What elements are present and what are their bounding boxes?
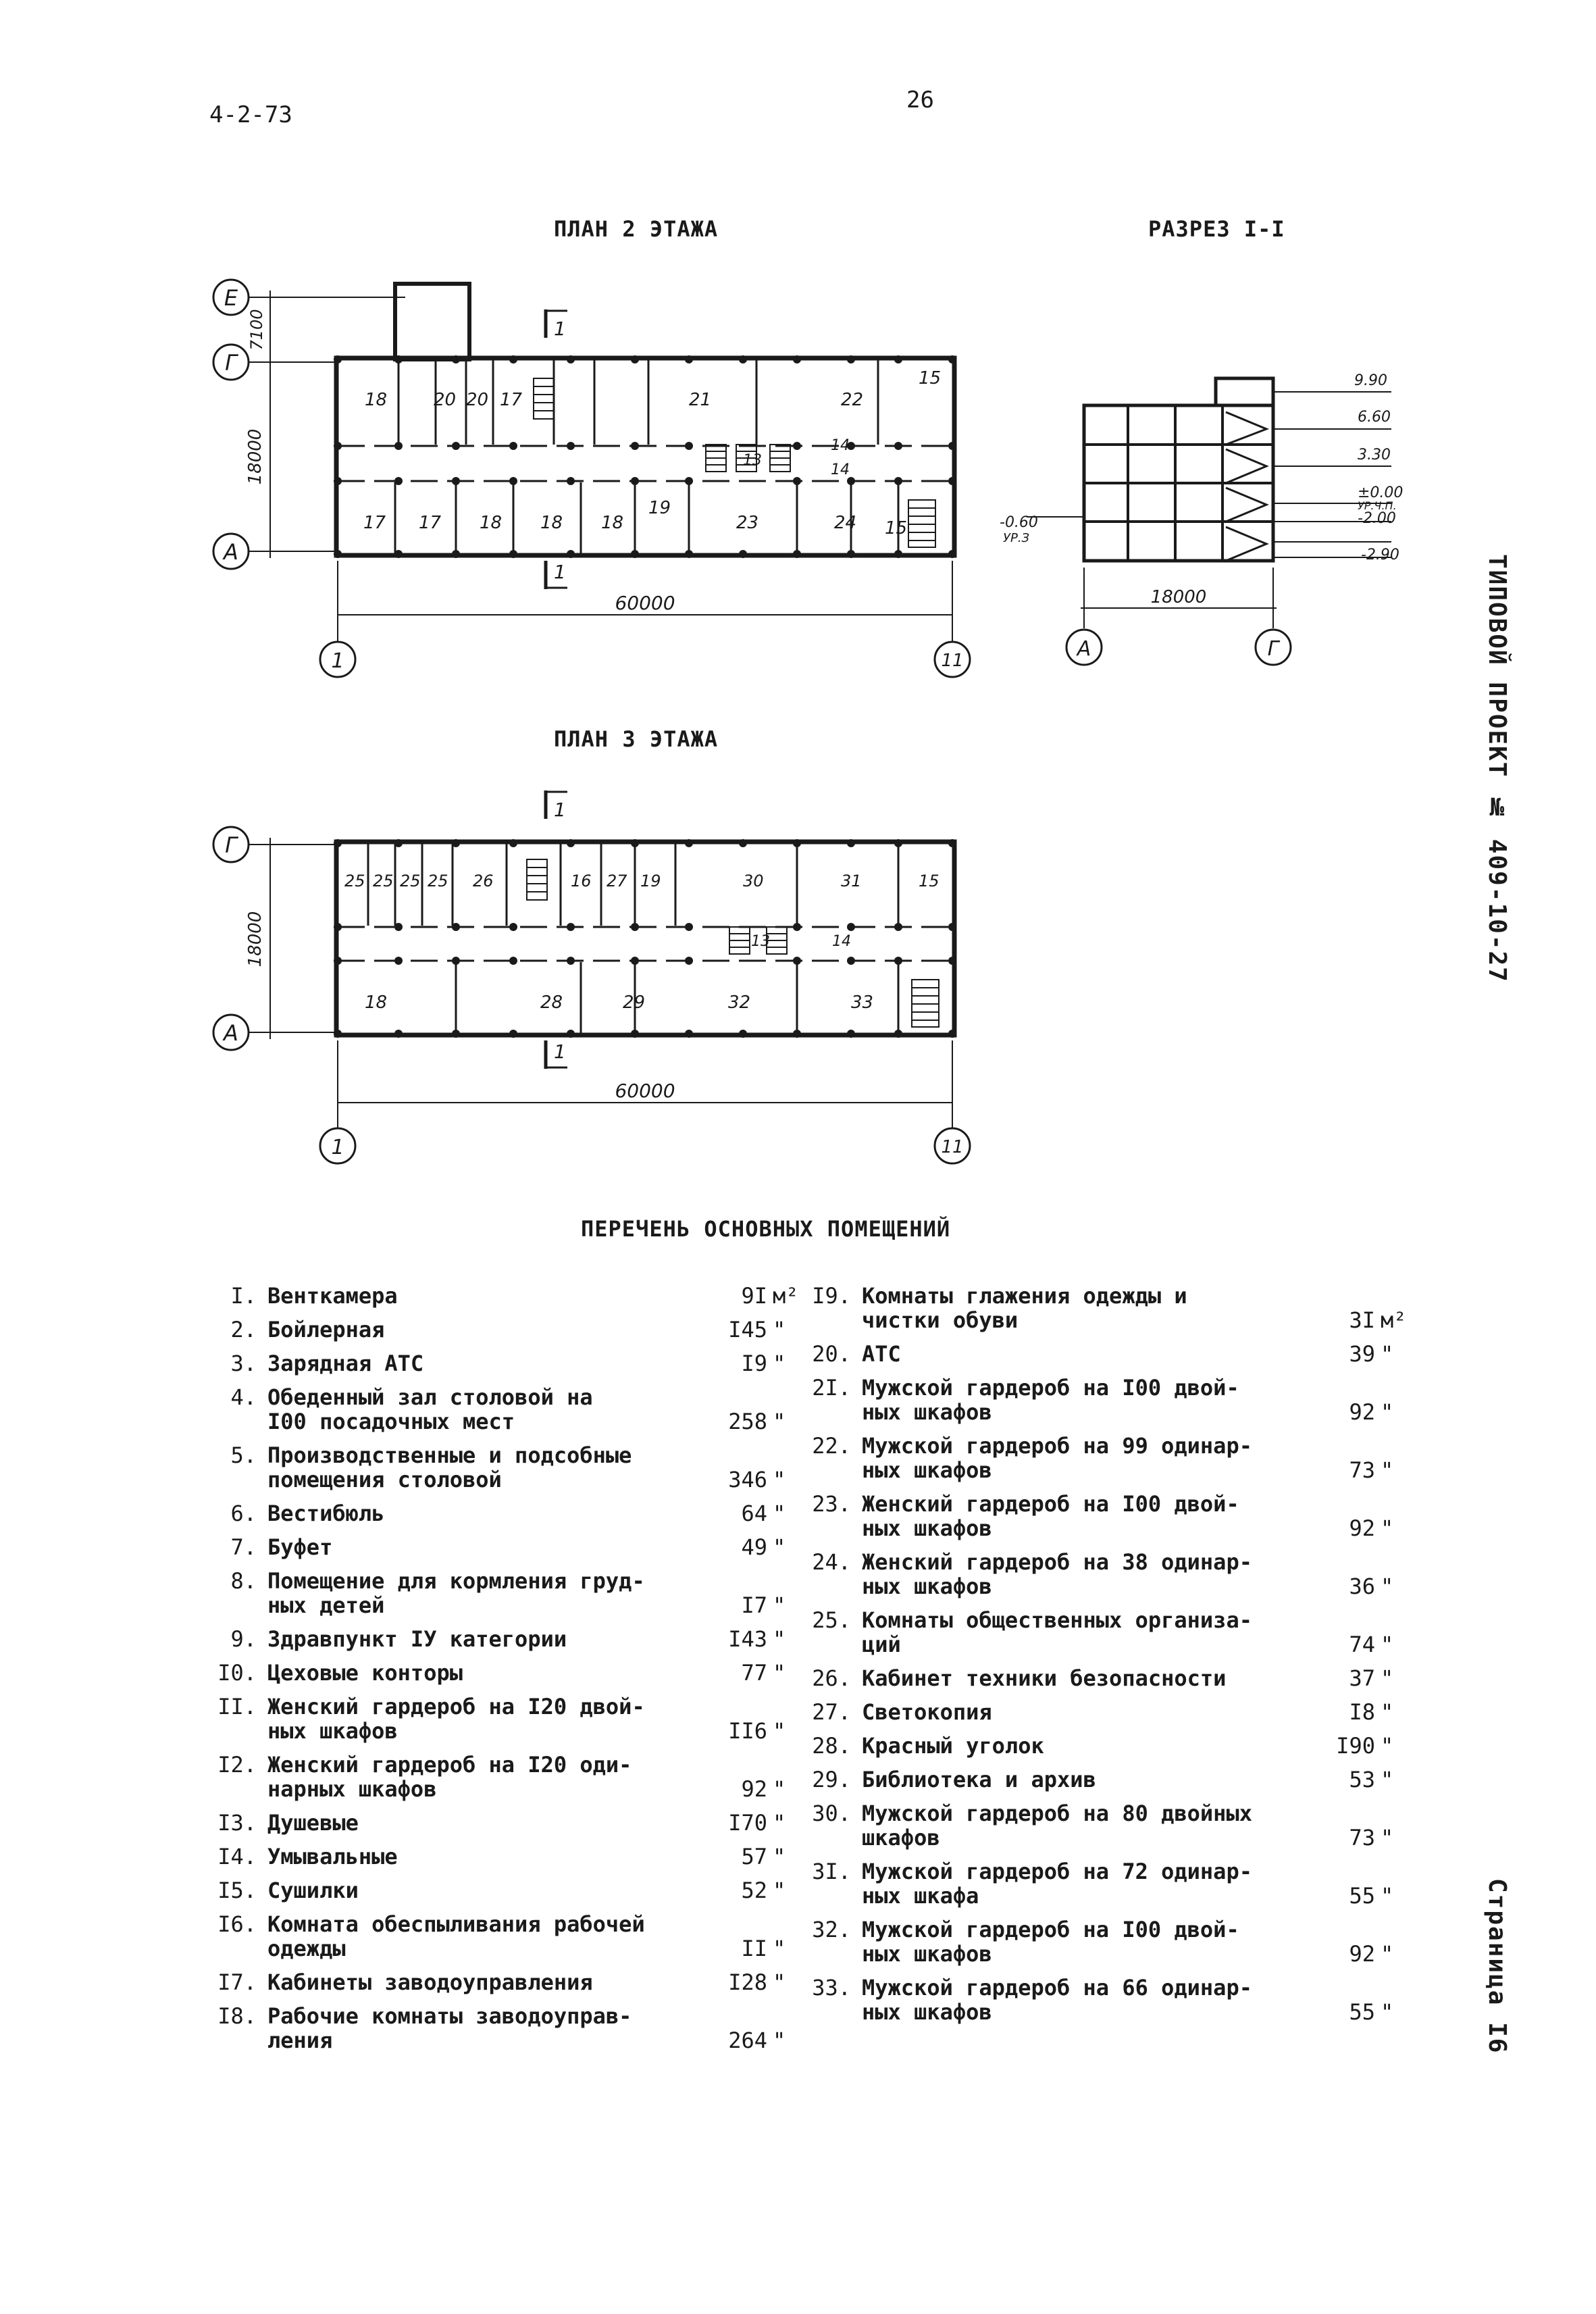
svg-text:1: 1: [554, 318, 566, 340]
room-area-value: 92: [1349, 1515, 1375, 1541]
room-area-value: 258: [728, 1409, 767, 1434]
svg-text:18: 18: [480, 513, 503, 533]
plan3-room-labels-top: [344, 872, 939, 890]
svg-text:Г: Г: [225, 832, 237, 858]
room-area-value: 37: [1349, 1665, 1375, 1691]
room-name: Кабинет техники безопасности: [862, 1665, 1227, 1691]
svg-text:22: 22: [841, 390, 864, 410]
rooms-list-title: ПЕРЕЧЕНЬ ОСНОВНЫХ ПОМЕЩЕНИЙ: [581, 1216, 951, 1242]
svg-text:Е: Е: [224, 285, 238, 311]
room-number: II.: [217, 1694, 257, 1719]
room-area: [716, 1811, 797, 1835]
room-list-item: [203, 1878, 797, 1903]
svg-text:13: 13: [743, 452, 762, 469]
room-area-value: 57: [741, 1844, 767, 1869]
svg-text:16: 16: [571, 872, 592, 890]
room-name: АТС: [862, 1341, 901, 1367]
room-area-unit: ": [1381, 1665, 1394, 1691]
room-area: [716, 1777, 797, 1801]
room-list-item: [203, 1694, 797, 1743]
room-list-item: [203, 1569, 797, 1617]
section-left-level: -0.60: [1000, 514, 1038, 531]
room-area: [1324, 1308, 1405, 1332]
svg-text:1: 1: [331, 1136, 344, 1159]
room-area: [716, 1878, 797, 1903]
room-number: 9.: [230, 1626, 257, 1652]
plan3-section-mark-bottom: [546, 1040, 567, 1069]
room-area-value: 346: [728, 1467, 767, 1492]
room-area: [716, 1719, 797, 1743]
room-area-value: I8: [1349, 1699, 1375, 1725]
svg-text:15: 15: [919, 368, 942, 388]
room-area: [1324, 1700, 1405, 1724]
svg-text:А: А: [1077, 637, 1091, 661]
room-area-unit: ": [1381, 1632, 1394, 1657]
plan3-dim-horizontal: 60000: [615, 1080, 675, 1102]
svg-text:1: 1: [554, 799, 566, 821]
room-area-unit: ": [1381, 1883, 1394, 1909]
section-drawing: [986, 365, 1418, 682]
room-area-value: 73: [1349, 1825, 1375, 1851]
room-area-value: 52: [741, 1878, 767, 1903]
room-list-item: [797, 1492, 1405, 1540]
room-area: [716, 2028, 797, 2053]
room-name: Женский гардероб на 38 одинар- ных шкафов: [862, 1549, 1252, 1599]
section-title: РАЗРЕЗ I-I: [1148, 216, 1285, 242]
room-area-unit: ": [773, 1409, 786, 1434]
room-list-item: [203, 1385, 797, 1434]
room-number: 23.: [812, 1491, 851, 1517]
room-name: Мужской гардероб на 66 одинар- ных шкафов: [862, 1975, 1252, 2025]
room-area-value: 9I: [741, 1283, 767, 1309]
svg-text:25: 25: [344, 872, 365, 890]
room-number: 7.: [230, 1534, 257, 1560]
axis-bubble-g: [213, 345, 249, 380]
room-area: [716, 1661, 797, 1685]
svg-text:25: 25: [373, 872, 394, 890]
sheet-page-vertical: Страница I6: [1483, 1878, 1511, 2055]
room-name: Душевые: [267, 1810, 359, 1836]
room-area-value: I90: [1336, 1733, 1375, 1759]
svg-text:27: 27: [607, 872, 627, 890]
room-area: [1324, 2000, 1405, 2024]
room-area-unit: ": [773, 1317, 786, 1342]
room-list-item: [203, 1317, 797, 1342]
document-code: 4-2-73: [209, 101, 292, 128]
room-area-value: I45: [728, 1317, 767, 1342]
room-name: Рабочие комнаты заводоуправ- ления: [267, 2003, 632, 2053]
axis-bubble-e: [213, 280, 249, 315]
plan3-room-labels-mid: [751, 933, 851, 950]
svg-text:26: 26: [473, 872, 494, 890]
svg-text:±0.00: ±0.00: [1358, 484, 1404, 501]
room-area-value: 74: [1349, 1632, 1375, 1657]
svg-text:-2.00: -2.00: [1358, 510, 1396, 527]
room-area-unit: ": [773, 1878, 786, 1903]
svg-text:18: 18: [365, 390, 388, 410]
room-list-item: [203, 1627, 797, 1651]
room-list-item: [203, 1351, 797, 1376]
svg-text:25: 25: [428, 872, 448, 890]
room-name: Мужской гардероб на I00 двой- ных шкафов: [862, 1375, 1239, 1425]
room-list-item: [797, 1700, 1405, 1724]
plan3-axis-bubble-g: [213, 827, 249, 862]
room-area-value: 73: [1349, 1457, 1375, 1483]
room-name: Производственные и подсобные помещения столовой: [267, 1442, 632, 1492]
room-area-value: 39: [1349, 1341, 1375, 1367]
svg-text:6.60: 6.60: [1358, 409, 1391, 426]
svg-text:15: 15: [919, 872, 939, 890]
room-area-unit: ": [773, 1718, 786, 1744]
room-area-value: 92: [741, 1776, 767, 1802]
room-list-item: [797, 1608, 1405, 1657]
svg-text:20: 20: [466, 390, 489, 410]
room-number: 28.: [812, 1733, 851, 1759]
room-number: 20.: [812, 1341, 851, 1367]
room-list-item: [797, 1767, 1405, 1792]
room-number: 32.: [812, 1917, 851, 1942]
svg-text:1: 1: [331, 649, 344, 673]
room-number: 3I.: [812, 1859, 851, 1884]
svg-text:24: 24: [834, 513, 857, 533]
room-area-unit: ": [1381, 1767, 1394, 1792]
room-name: Здравпункт IУ категории: [267, 1626, 567, 1652]
room-name: Умывальные: [267, 1844, 398, 1869]
room-area: [1324, 1734, 1405, 1758]
room-name: Комната обеспыливания рабочей одежды: [267, 1911, 645, 1961]
page-number: 26: [906, 86, 934, 114]
room-name: Светокопия: [862, 1699, 992, 1725]
svg-text:17: 17: [363, 513, 386, 533]
plan2-dim-vertical: 18000: [245, 428, 265, 485]
room-area-unit: ": [773, 1776, 786, 1802]
room-list-item: [203, 2004, 797, 2053]
section-axis-g: [1256, 630, 1291, 665]
room-area: [1324, 1516, 1405, 1540]
svg-text:20: 20: [434, 390, 457, 410]
room-area-unit: ": [1381, 1941, 1394, 1967]
room-area-value: I70: [728, 1810, 767, 1836]
svg-text:15: 15: [885, 518, 908, 538]
section-level-marks: [1354, 372, 1403, 563]
room-number: I0.: [217, 1660, 257, 1686]
room-number: I3.: [217, 1810, 257, 1836]
svg-text:1: 1: [554, 561, 566, 583]
room-name: Мужской гардероб на 99 одинар- ных шкафов: [862, 1433, 1252, 1483]
svg-text:21: 21: [689, 390, 712, 410]
room-area-value: 64: [741, 1501, 767, 1526]
room-list-item: [797, 1666, 1405, 1690]
svg-text:11: 11: [941, 651, 964, 671]
room-area-unit: ": [1381, 1574, 1394, 1599]
room-list-item: [797, 1734, 1405, 1758]
room-list-item: [203, 1501, 797, 1526]
room-list-item: [797, 1342, 1405, 1366]
room-area-value: I43: [728, 1626, 767, 1652]
svg-text:А: А: [224, 539, 238, 565]
room-area: [716, 1351, 797, 1376]
room-area: [716, 1409, 797, 1434]
room-name: Мужской гардероб на 72 одинар- ных шкафа: [862, 1859, 1252, 1909]
plan2-title: ПЛАН 2 ЭТАЖА: [554, 216, 719, 242]
svg-text:А: А: [224, 1020, 238, 1046]
room-list-item: [203, 1912, 797, 1961]
room-name: Сушилки: [267, 1878, 359, 1903]
room-area-value: 49: [741, 1534, 767, 1560]
svg-text:-2.90: -2.90: [1361, 547, 1399, 563]
svg-text:29: 29: [623, 992, 646, 1013]
svg-text:11: 11: [941, 1137, 964, 1157]
room-number: 2I.: [812, 1375, 851, 1401]
room-number: 27.: [812, 1699, 851, 1725]
room-list-item: [203, 1753, 797, 1801]
room-area-unit: ": [1381, 1733, 1394, 1759]
room-area-unit: м²: [773, 1283, 799, 1309]
room-list-item: [797, 1284, 1405, 1332]
room-name: Венткамера: [267, 1283, 398, 1309]
svg-text:1: 1: [554, 1040, 566, 1063]
svg-text:25: 25: [400, 872, 421, 890]
room-area-value: 3I: [1349, 1307, 1375, 1333]
room-number: 5.: [230, 1442, 257, 1468]
room-number: I7.: [217, 1969, 257, 1995]
plan3-axis-bubble-1: [320, 1128, 355, 1163]
room-area: [1324, 1942, 1405, 1966]
section-left-level-note: УР.З: [1003, 531, 1030, 545]
svg-text:28: 28: [540, 992, 563, 1013]
room-list-item: [203, 1284, 797, 1308]
svg-text:23: 23: [736, 513, 759, 533]
room-area-value: I9: [741, 1351, 767, 1376]
room-area: [716, 1936, 797, 1961]
room-area-value: 55: [1349, 1883, 1375, 1909]
room-name: Мужской гардероб на 80 двойных шкафов: [862, 1801, 1252, 1851]
plan3-axis-bubble-a: [213, 1015, 249, 1050]
room-area-value: 77: [741, 1660, 767, 1686]
svg-text:17: 17: [500, 390, 523, 410]
room-area-unit: ": [773, 1592, 786, 1618]
room-area: [1324, 1767, 1405, 1792]
room-area-unit: ": [773, 1969, 786, 1995]
plan3-title: ПЛАН 3 ЭТАЖА: [554, 726, 719, 752]
svg-text:32: 32: [728, 992, 751, 1013]
room-name: Комнаты глажения одежды и чистки обуви: [862, 1283, 1187, 1333]
room-list-item: [797, 1550, 1405, 1599]
svg-text:13: 13: [751, 933, 770, 950]
room-area: [716, 1467, 797, 1492]
room-number: I9.: [812, 1283, 851, 1309]
room-list-item: [797, 1976, 1405, 2024]
room-area: [716, 1970, 797, 1994]
room-name: Красный уголок: [862, 1733, 1044, 1759]
svg-text:33: 33: [851, 992, 874, 1013]
room-name: Цеховые конторы: [267, 1660, 463, 1686]
project-title-vertical: ТИПОВОЙ ПРОЕКТ № 409-10-27: [1483, 554, 1511, 983]
room-number: 24.: [812, 1549, 851, 1575]
room-number: I4.: [217, 1844, 257, 1869]
room-area-value: 92: [1349, 1399, 1375, 1425]
svg-text:18: 18: [540, 513, 563, 533]
room-area: [1324, 1574, 1405, 1599]
room-area-unit: ": [1381, 1999, 1394, 2025]
room-area-value: 55: [1349, 1999, 1375, 2025]
room-area-value: I28: [728, 1969, 767, 1995]
room-area-unit: ": [1381, 1399, 1394, 1425]
room-name: Женский гардероб на I20 оди- нарных шкафов: [267, 1752, 632, 1802]
room-area: [1324, 1666, 1405, 1690]
room-list-item: [203, 1443, 797, 1492]
room-number: 6.: [230, 1501, 257, 1526]
svg-text:Г: Г: [1267, 637, 1279, 661]
axis-bubble-a: [213, 534, 249, 569]
room-number: 3.: [230, 1351, 257, 1376]
room-name: Вестибюль: [267, 1501, 385, 1526]
svg-text:3.30: 3.30: [1358, 447, 1391, 463]
room-area: [1324, 1342, 1405, 1366]
room-area-unit: ": [773, 1660, 786, 1686]
svg-text:18: 18: [365, 992, 388, 1013]
room-area-value: 92: [1349, 1941, 1375, 1967]
room-number: I.: [230, 1283, 257, 1309]
room-list-item: [203, 1661, 797, 1685]
room-number: I5.: [217, 1878, 257, 1903]
room-name: Помещение для кормления груд- ных детей: [267, 1568, 645, 1618]
svg-text:УР.Ч.П.: УР.Ч.П.: [1358, 499, 1397, 512]
room-area-unit: ": [1381, 1699, 1394, 1725]
room-number: 30.: [812, 1801, 851, 1826]
room-area: [716, 1501, 797, 1526]
room-list-item: [797, 1434, 1405, 1482]
rooms-list-left: [203, 1284, 797, 2062]
room-list-item: [797, 1376, 1405, 1424]
room-number: 4.: [230, 1384, 257, 1410]
section-axis-a: [1066, 630, 1102, 665]
room-area: [1324, 1884, 1405, 1908]
plan2-room-labels-top: [365, 368, 941, 410]
room-name: Буфет: [267, 1534, 333, 1560]
section-mark-top: [546, 309, 567, 340]
plan3-section-mark-top: [546, 790, 567, 821]
svg-text:14: 14: [832, 933, 851, 950]
room-list-item: [203, 1844, 797, 1869]
room-number: 33.: [812, 1975, 851, 2001]
plan3-axis-bubble-11: [935, 1128, 970, 1163]
room-number: 2.: [230, 1317, 257, 1342]
room-number: 8.: [230, 1568, 257, 1594]
svg-text:18: 18: [601, 513, 624, 533]
svg-text:30: 30: [743, 872, 764, 890]
svg-text:19: 19: [648, 498, 671, 518]
room-number: 25.: [812, 1607, 851, 1633]
room-area: [716, 1627, 797, 1651]
room-name: Бойлерная: [267, 1317, 385, 1342]
svg-text:14: 14: [831, 437, 850, 454]
room-area-unit: ": [773, 1810, 786, 1836]
room-area-unit: ": [773, 1626, 786, 1652]
room-number: 26.: [812, 1665, 851, 1691]
room-area-unit: ": [773, 1936, 786, 1961]
room-area-unit: ": [1381, 1341, 1394, 1367]
room-area-unit: ": [773, 1501, 786, 1526]
room-area: [1324, 1632, 1405, 1657]
room-list-item: [203, 1811, 797, 1835]
room-name: Мужской гардероб на I00 двой- ных шкафов: [862, 1917, 1239, 1967]
room-area-value: I7: [741, 1592, 767, 1618]
room-area: [1324, 1400, 1405, 1424]
room-number: 22.: [812, 1433, 851, 1459]
room-area: [716, 1593, 797, 1617]
axis-bubble-1: [320, 642, 355, 677]
room-area: [716, 1844, 797, 1869]
room-area-unit: ": [1381, 1825, 1394, 1851]
svg-text:9.90: 9.90: [1354, 372, 1387, 389]
svg-text:Г: Г: [225, 350, 237, 376]
room-area-unit: ": [773, 2028, 786, 2053]
room-name: Женский гардероб на I00 двой- ных шкафов: [862, 1491, 1239, 1541]
room-number: I6.: [217, 1911, 257, 1937]
room-area-unit: м²: [1381, 1307, 1407, 1333]
room-number: 29.: [812, 1767, 851, 1792]
rooms-list-right: [797, 1284, 1405, 2034]
room-area-unit: ": [773, 1467, 786, 1492]
room-area: [716, 1317, 797, 1342]
room-list-item: [797, 1917, 1405, 1966]
room-area-unit: ": [773, 1844, 786, 1869]
room-area: [1324, 1826, 1405, 1850]
room-area: [716, 1535, 797, 1559]
plan3-drawing: [203, 777, 1000, 1169]
plan2-dim-top: 7100: [247, 309, 266, 351]
room-name: Библиотека и архив: [862, 1767, 1096, 1792]
plan2-dim-horizontal: 60000: [615, 592, 675, 614]
room-area-value: II: [741, 1936, 767, 1961]
section-dim-horizontal: 18000: [1150, 587, 1207, 607]
svg-text:31: 31: [841, 872, 862, 890]
room-area-value: II6: [728, 1718, 767, 1744]
section-mark-bottom: [546, 561, 567, 589]
room-list-item: [797, 1801, 1405, 1850]
svg-text:19: 19: [640, 872, 661, 890]
plan3-dim-vertical: 18000: [245, 911, 265, 967]
room-area-unit: ": [1381, 1515, 1394, 1541]
plan2-drawing: [203, 263, 1000, 682]
room-area: [1324, 1458, 1405, 1482]
svg-text:14: 14: [831, 461, 850, 478]
room-name: Женский гардероб на I20 двой- ных шкафов: [267, 1694, 645, 1744]
room-area-unit: ": [1381, 1457, 1394, 1483]
room-name: Комнаты общественных организа- ций: [862, 1607, 1252, 1657]
room-list-item: [797, 1859, 1405, 1908]
room-area: [716, 1284, 797, 1308]
room-name: Кабинеты заводоуправления: [267, 1969, 593, 1995]
room-number: I2.: [217, 1752, 257, 1778]
room-number: I8.: [217, 2003, 257, 2029]
room-list-item: [203, 1535, 797, 1559]
room-name: Зарядная АТС: [267, 1351, 424, 1376]
room-name: Обеденный зал столовой на I00 посадочных мест: [267, 1384, 593, 1434]
room-area-value: 53: [1349, 1767, 1375, 1792]
room-area-value: 264: [728, 2028, 767, 2053]
room-list-item: [203, 1970, 797, 1994]
svg-text:17: 17: [419, 513, 442, 533]
axis-bubble-11: [935, 642, 970, 677]
room-area-value: 36: [1349, 1574, 1375, 1599]
room-area-unit: ": [773, 1534, 786, 1560]
room-area-unit: ": [773, 1351, 786, 1376]
